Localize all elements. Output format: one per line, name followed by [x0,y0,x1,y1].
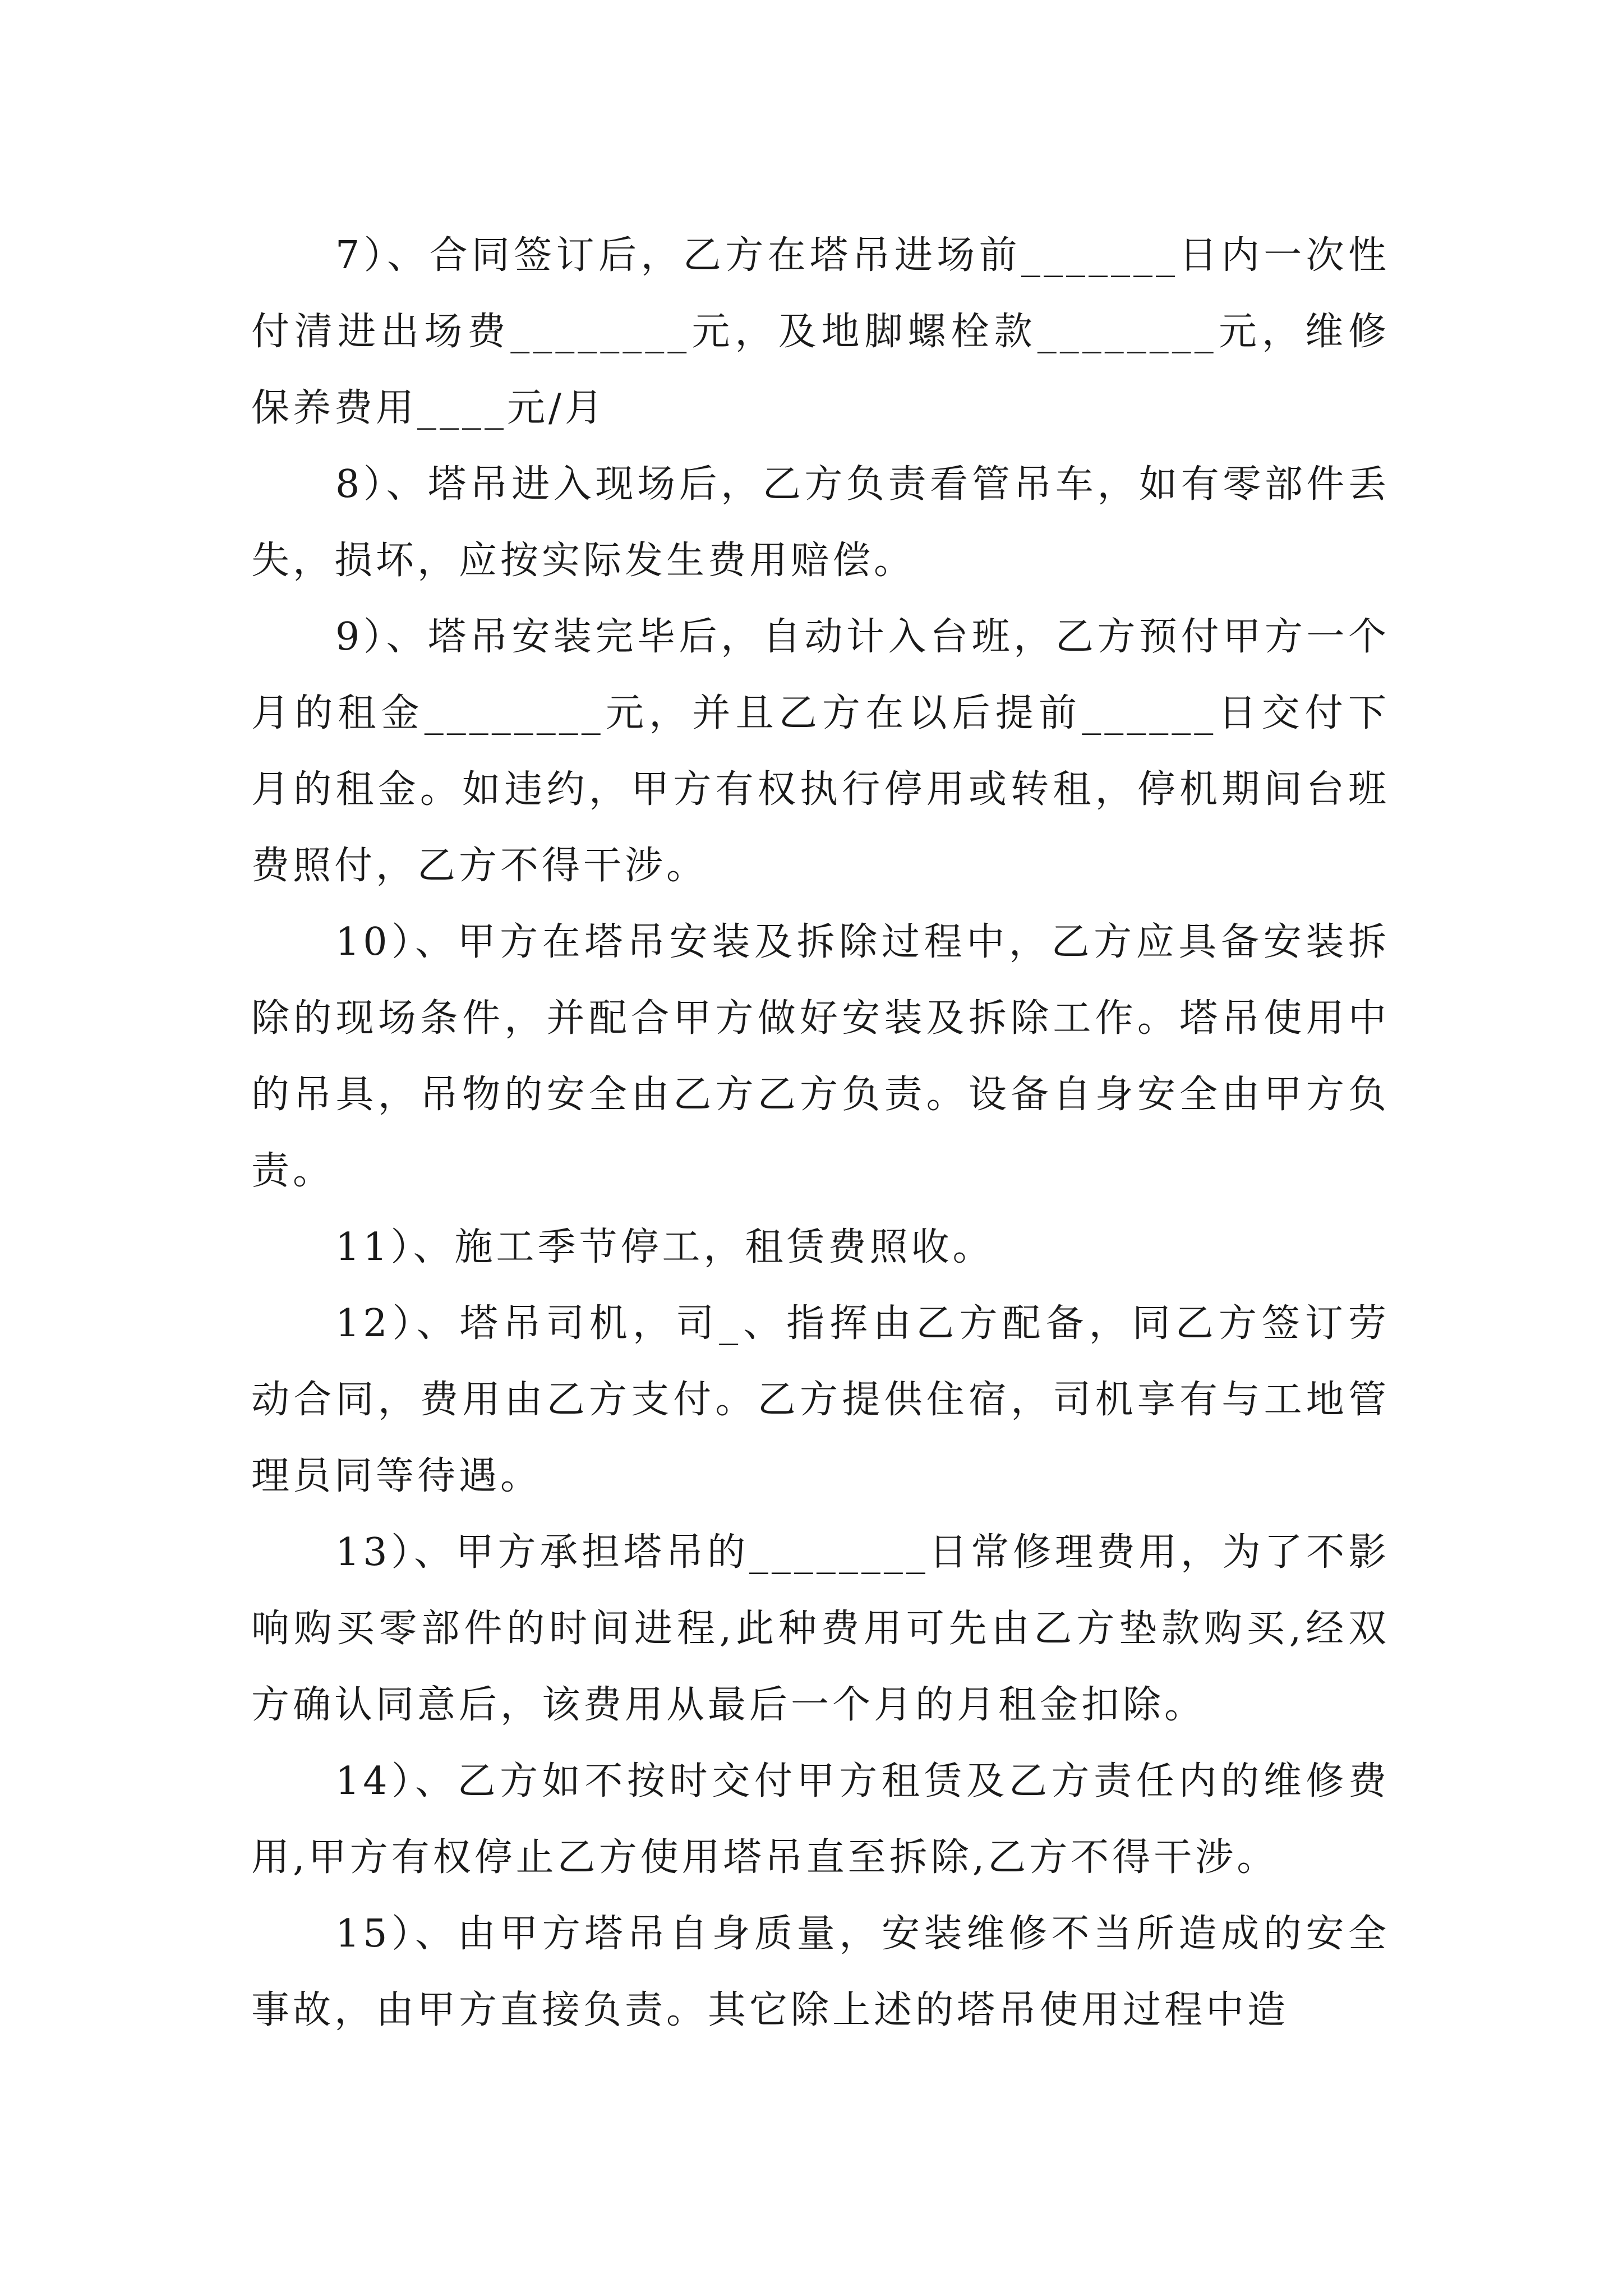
clause-15: 15）、由甲方塔吊自身质量，安装维修不当所造成的安全事故，由甲方直接负责。其它除上述的塔吊使用过程中造 [251,1912,1390,2032]
clause-8: 8）、塔吊进入现场后，乙方负责看管吊车，如有零部件丢失，损坏，应按实际发生费用赔偿。 [251,462,1390,583]
clause-9: 9）、塔吊安装完毕后，自动计入台班，乙方预付甲方一个月的租金________元，并且乙方在以后提前______日交付下月的租金。如违约，甲方有权执行停用或转租，停机期间台班费照付，乙方不得干涉。 [251,615,1390,888]
clause-14: 14）、乙方如不按时交付甲方租赁及乙方责任内的维修费用,甲方有权停止乙方使用塔吊直至拆除,乙方不得干涉。 [251,1759,1390,1880]
contract-body [251,218,1390,2049]
clause-11: 11）、施工季节停工，租赁费照收。 [335,1225,994,1269]
clause-7: 7）、合同签订后，乙方在塔吊进场前_______日内一次性付清进出场费________元，及地脚螺栓款________元，维修保养费用____元/月 [251,233,1390,430]
clause-12: 12）、塔吊司机，司_、指挥由乙方配备，同乙方签订劳动合同，费用由乙方支付。乙方提供住宿，司机享有与工地管理员同等待遇。 [251,1301,1390,1498]
clause-13: 13）、甲方承担塔吊的________日常修理费用，为了不影响购买零部件的时间进程,此种费用可先由乙方垫款购买,经双方确认同意后，该费用从最后一个月的月租金扣除。 [251,1530,1390,1727]
clause-10: 10）、甲方在塔吊安装及拆除过程中，乙方应具备安装拆除的现场条件，并配合甲方做好安装及拆除工作。塔吊使用中的吊具，吊物的安全由乙方乙方负责。设备自身安全由甲方负责。 [251,920,1390,1193]
